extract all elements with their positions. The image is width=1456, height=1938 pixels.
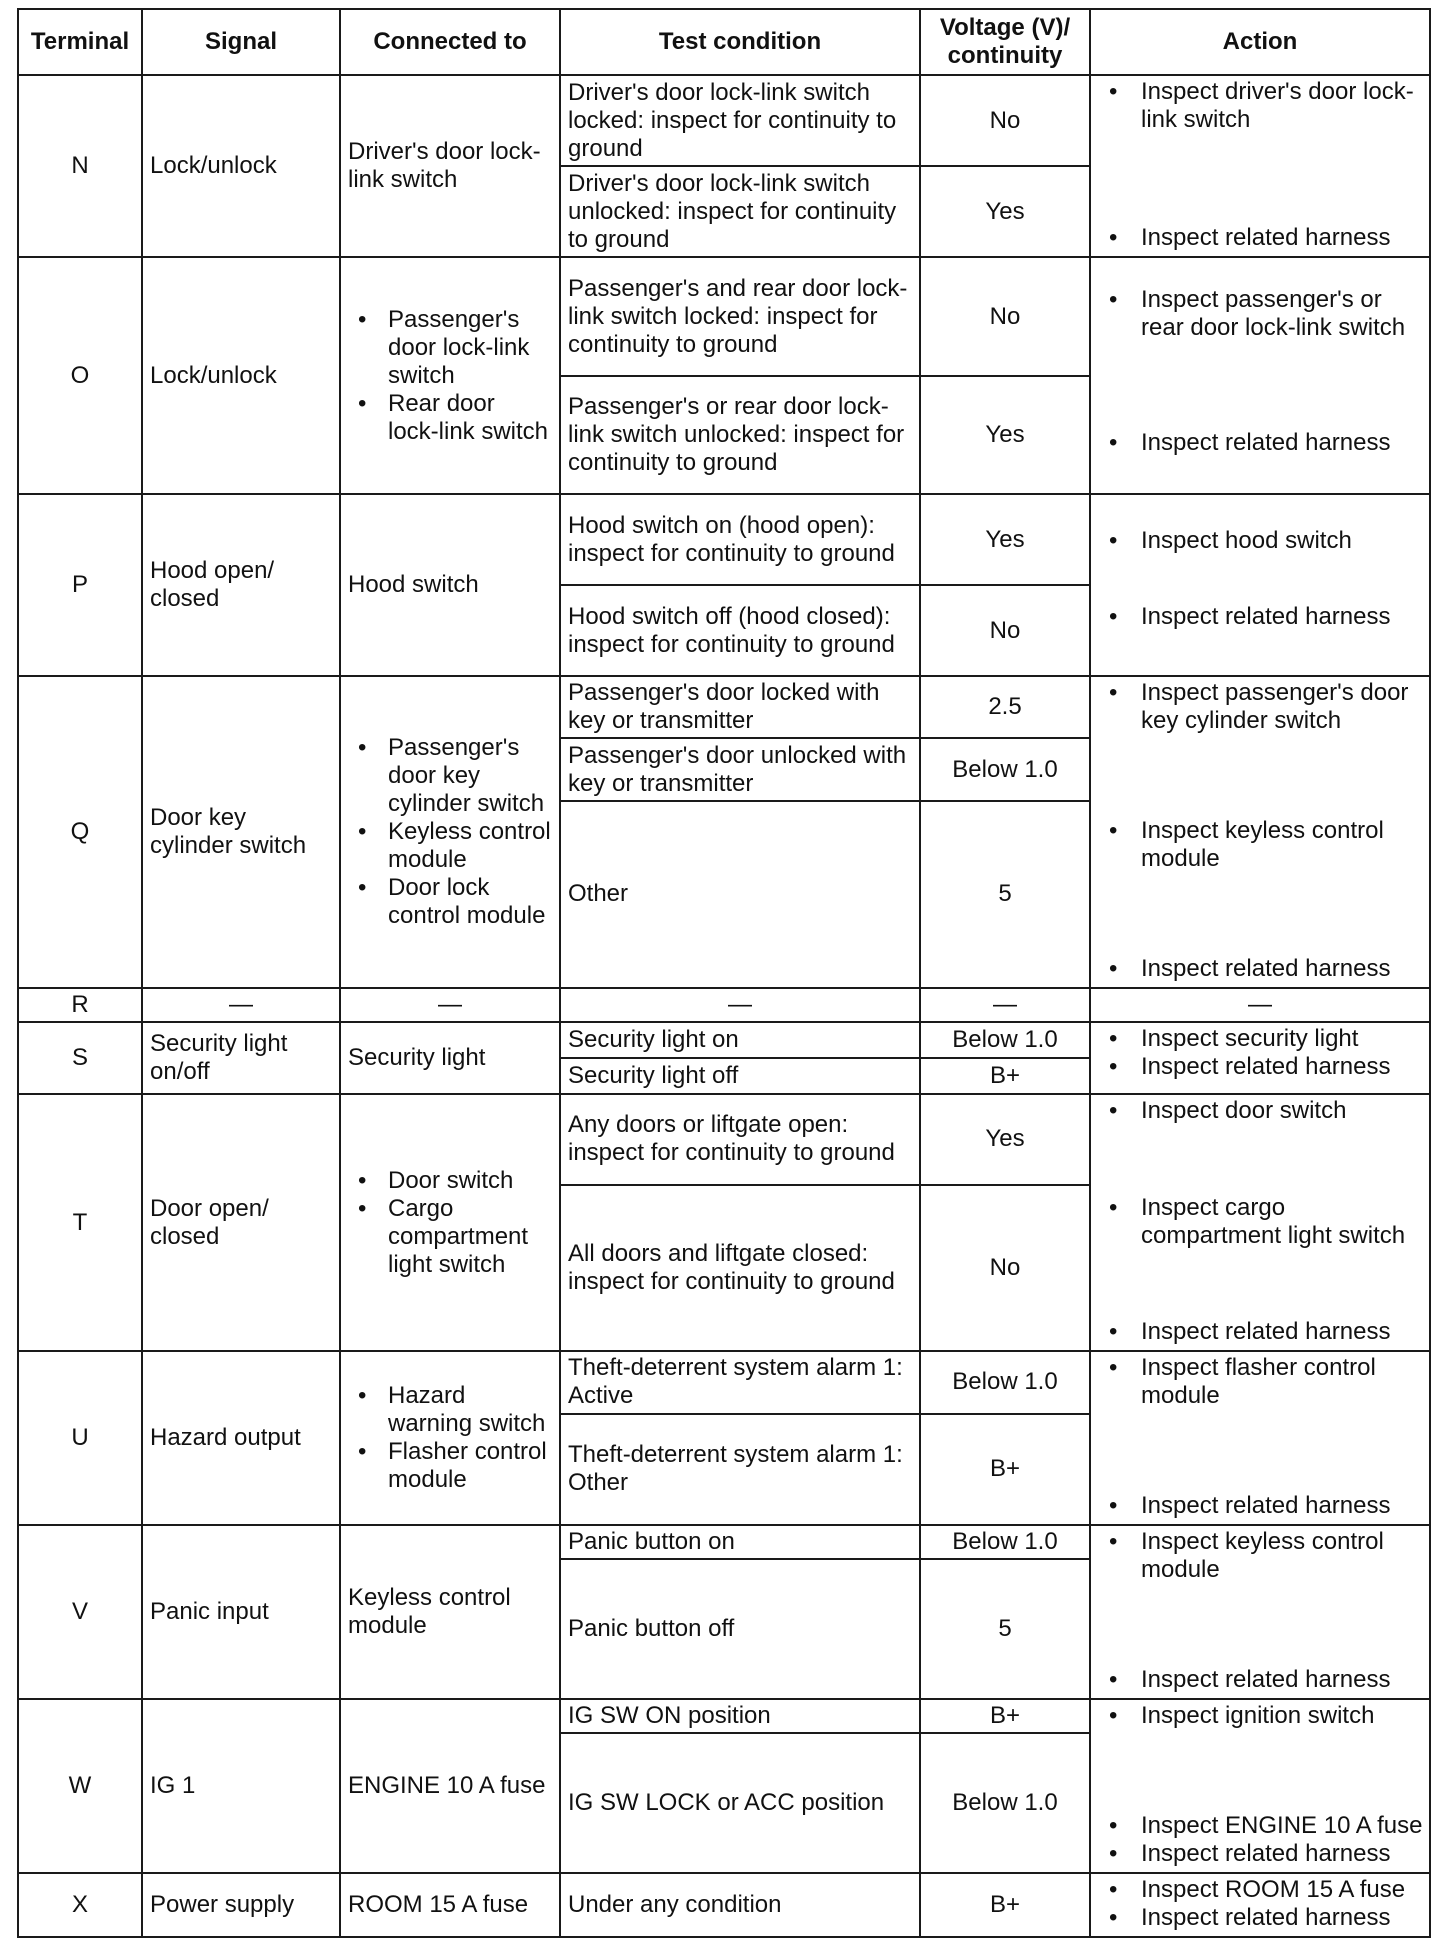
header-row — [18, 9, 1430, 75]
connected-cell: Driver's door lock-link switch — [340, 75, 560, 257]
test-condition-cell: IG SW ON position — [560, 1699, 920, 1733]
voltage-cell: Yes — [920, 376, 1090, 494]
terminal-cell: U — [18, 1351, 142, 1525]
connected-cell: Hood switch — [340, 494, 560, 676]
terminal-cell: N — [18, 75, 142, 257]
connected-item: • Passenger's door key cylinder switch — [388, 734, 552, 818]
action-cell — [1090, 1094, 1430, 1351]
test-condition-cell: Security light on — [560, 1022, 920, 1058]
connected-item: • Door lock control module — [388, 874, 552, 930]
terminal-voltage-table-page — [17, 8, 1429, 1938]
table-row — [18, 1699, 1430, 1733]
test-condition-cell: Driver's door lock-link switch locked: inspect for continuity to ground — [560, 75, 920, 166]
voltage-cell: Below 1.0 — [920, 1733, 1090, 1873]
connected-cell: ROOM 15 A fuse — [340, 1873, 560, 1937]
action-item: • Inspect passenger's door key cylinder switch — [1141, 679, 1423, 735]
test-condition-cell: Passenger's or rear door lock-link switch unlocked: inspect for continuity to ground — [560, 376, 920, 494]
action-cell — [1090, 1873, 1430, 1937]
action-cell — [1090, 257, 1430, 494]
connected-cell — [340, 257, 560, 494]
connected-cell: ENGINE 10 A fuse — [340, 1699, 560, 1873]
action-item: • Inspect hood switch — [1141, 527, 1423, 555]
action-item: • Inspect door switch — [1141, 1097, 1423, 1125]
test-condition-cell: Security light off — [560, 1058, 920, 1094]
voltage-cell: Below 1.0 — [920, 738, 1090, 800]
voltage-cell: B+ — [920, 1414, 1090, 1525]
header-connected-to: Connected to — [340, 9, 560, 75]
voltage-cell: Below 1.0 — [920, 1351, 1090, 1414]
action-item: • Inspect ENGINE 10 A fuse — [1141, 1812, 1423, 1840]
table-row — [18, 1525, 1430, 1559]
action-item: • Inspect cargo compartment light switch — [1141, 1194, 1423, 1250]
test-condition-cell: Hood switch off (hood closed): inspect for continuity to ground — [560, 585, 920, 676]
test-condition-cell: Driver's door lock-link switch unlocked: inspect for continuity to ground — [560, 166, 920, 257]
terminal-cell: W — [18, 1699, 142, 1873]
voltage-cell: B+ — [920, 1699, 1090, 1733]
connected-cell — [340, 1094, 560, 1351]
signal-cell: Door open/ closed — [142, 1094, 340, 1351]
action-item: • Inspect related harness — [1141, 955, 1423, 983]
action-item: • Inspect driver's door lock-link switch — [1141, 78, 1423, 134]
connected-item: • Hazard warning switch — [388, 1382, 552, 1438]
voltage-cell: 5 — [920, 801, 1090, 988]
table-row — [18, 494, 1430, 585]
voltage-cell: Yes — [920, 494, 1090, 585]
signal-cell: IG 1 — [142, 1699, 340, 1873]
connected-cell — [340, 676, 560, 988]
table-row — [18, 676, 1430, 738]
signal-cell: Hood open/ closed — [142, 494, 340, 676]
voltage-cell: B+ — [920, 1058, 1090, 1094]
connected-cell: — — [340, 988, 560, 1022]
action-item: • Inspect security light — [1141, 1025, 1423, 1053]
connected-item: • Door switch — [388, 1167, 552, 1195]
connected-cell — [340, 1351, 560, 1525]
action-item: • Inspect keyless control module — [1141, 1528, 1423, 1584]
test-condition-cell: Panic button off — [560, 1559, 920, 1699]
action-item: • Inspect related harness — [1141, 1840, 1423, 1868]
signal-cell: Lock/unlock — [142, 257, 340, 494]
signal-cell: — — [142, 988, 340, 1022]
action-cell — [1090, 1699, 1430, 1873]
action-item: • Inspect ROOM 15 A fuse — [1141, 1876, 1423, 1904]
table-row — [18, 988, 1430, 1022]
header-voltage: Voltage (V)/ continuity — [920, 9, 1090, 75]
signal-cell: Security light on/off — [142, 1022, 340, 1094]
table-row — [18, 257, 1430, 376]
terminal-cell: Q — [18, 676, 142, 988]
test-condition-cell: Passenger's door unlocked with key or transmitter — [560, 738, 920, 800]
voltage-cell: No — [920, 585, 1090, 676]
voltage-cell: No — [920, 1185, 1090, 1351]
test-condition-cell: Passenger's door locked with key or transmitter — [560, 676, 920, 738]
action-cell — [1090, 75, 1430, 257]
action-item: • Inspect related harness — [1141, 429, 1423, 457]
action-item: • Inspect related harness — [1141, 1904, 1423, 1932]
action-item: • Inspect keyless control module — [1141, 817, 1423, 873]
action-item: • Inspect related harness — [1141, 1318, 1423, 1346]
test-condition-cell: Theft-deterrent system alarm 1: Active — [560, 1351, 920, 1414]
voltage-cell: No — [920, 75, 1090, 166]
connected-item: • Passenger's door lock-link switch — [388, 306, 552, 390]
action-item: • Inspect related harness — [1141, 1666, 1423, 1694]
terminal-cell: V — [18, 1525, 142, 1699]
signal-cell: Door key cylinder switch — [142, 676, 340, 988]
action-cell — [1090, 1525, 1430, 1699]
action-item: • Inspect related harness — [1141, 224, 1423, 252]
header-signal: Signal — [142, 9, 340, 75]
test-condition-cell: Hood switch on (hood open): inspect for continuity to ground — [560, 494, 920, 585]
terminal-cell: X — [18, 1873, 142, 1937]
connected-cell: Keyless control module — [340, 1525, 560, 1699]
table-row — [18, 1351, 1430, 1414]
test-condition-cell: Other — [560, 801, 920, 988]
test-condition-cell: All doors and liftgate closed: inspect for continuity to ground — [560, 1185, 920, 1351]
voltage-cell: Yes — [920, 166, 1090, 257]
connected-item: • Keyless control module — [388, 818, 552, 874]
action-item: • Inspect passenger's or rear door lock-link switch — [1141, 286, 1423, 342]
voltage-cell: Yes — [920, 1094, 1090, 1185]
action-item: • Inspect related harness — [1141, 603, 1423, 631]
action-cell — [1090, 1351, 1430, 1525]
connected-item: • Rear door lock-link switch — [388, 390, 552, 446]
test-condition-cell: Panic button on — [560, 1525, 920, 1559]
header-terminal: Terminal — [18, 9, 142, 75]
test-condition-cell: Under any condition — [560, 1873, 920, 1937]
signal-cell: Power supply — [142, 1873, 340, 1937]
terminal-cell: P — [18, 494, 142, 676]
header-test-condition: Test condition — [560, 9, 920, 75]
action-cell — [1090, 676, 1430, 988]
test-condition-cell: Theft-deterrent system alarm 1: Other — [560, 1414, 920, 1525]
action-item: • Inspect ignition switch — [1141, 1702, 1423, 1730]
voltage-cell: 5 — [920, 1559, 1090, 1699]
action-item: • Inspect flasher control module — [1141, 1354, 1423, 1410]
signal-cell: Hazard output — [142, 1351, 340, 1525]
terminal-cell: S — [18, 1022, 142, 1094]
table-row — [18, 1873, 1430, 1937]
connected-cell: Security light — [340, 1022, 560, 1094]
voltage-cell: B+ — [920, 1873, 1090, 1937]
voltage-cell: Below 1.0 — [920, 1525, 1090, 1559]
terminal-cell: O — [18, 257, 142, 494]
voltage-cell: 2.5 — [920, 676, 1090, 738]
header-action: Action — [1090, 9, 1430, 75]
signal-cell: Lock/unlock — [142, 75, 340, 257]
test-condition-cell: Any doors or liftgate open: inspect for continuity to ground — [560, 1094, 920, 1185]
test-condition-cell: IG SW LOCK or ACC position — [560, 1733, 920, 1873]
signal-cell: Panic input — [142, 1525, 340, 1699]
action-item: • Inspect related harness — [1141, 1053, 1423, 1081]
voltage-cell: No — [920, 257, 1090, 376]
connected-item: • Flasher control module — [388, 1438, 552, 1494]
action-cell — [1090, 1022, 1430, 1094]
action-cell: — — [1090, 988, 1430, 1022]
voltage-cell: Below 1.0 — [920, 1022, 1090, 1058]
connected-item: • Cargo compartment light switch — [388, 1195, 552, 1279]
terminal-voltage-table — [17, 8, 1431, 1938]
action-cell — [1090, 494, 1430, 676]
terminal-cell: T — [18, 1094, 142, 1351]
table-row — [18, 1094, 1430, 1185]
voltage-cell: — — [920, 988, 1090, 1022]
action-item: • Inspect related harness — [1141, 1492, 1423, 1520]
test-condition-cell: — — [560, 988, 920, 1022]
table-row — [18, 75, 1430, 166]
table-row — [18, 1022, 1430, 1058]
terminal-cell: R — [18, 988, 142, 1022]
test-condition-cell: Passenger's and rear door lock-link switch locked: inspect for continuity to ground — [560, 257, 920, 376]
